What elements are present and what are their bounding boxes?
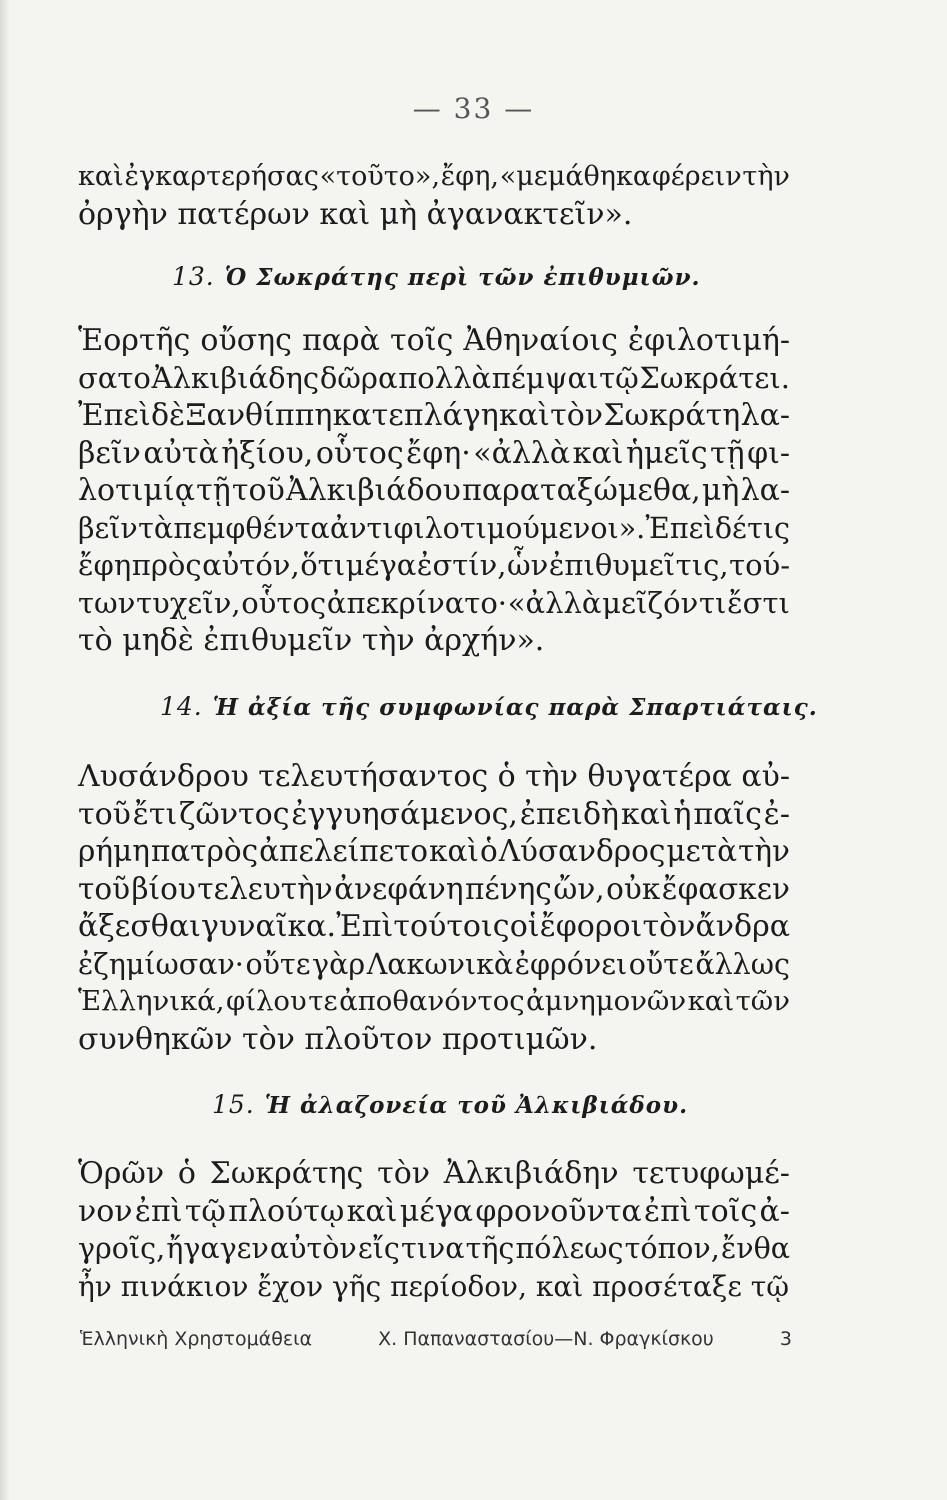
word: ἔνθα: [720, 1232, 790, 1265]
word: πρὸς: [131, 548, 202, 582]
word: «μεμάθηκα: [499, 161, 652, 192]
text-line-content: συνθηκῶν τὸν πλοῦτον προτιμῶν.: [78, 1021, 598, 1057]
text-line: [78, 796, 790, 834]
word: τις,: [675, 548, 729, 582]
word: πέμψαι: [491, 360, 599, 395]
text-line: [78, 435, 790, 473]
word: ἀπελείπετο: [259, 834, 429, 868]
word: Λύσανδρος: [498, 834, 666, 868]
word: ἄξεσθαι: [78, 909, 201, 944]
word: αὐ-: [741, 759, 790, 794]
word: «τοῦτο»,: [319, 161, 441, 192]
word: Ἀλκιβιάδης: [151, 360, 320, 395]
word: καὶ: [499, 398, 550, 433]
word: λοτιμίᾳ: [78, 473, 195, 508]
word: τετυφωμέ-: [632, 1156, 790, 1191]
word: αὐτὰ: [143, 435, 219, 471]
text-line: [78, 622, 790, 660]
text-line: [78, 946, 790, 984]
word: τῆς: [465, 1232, 515, 1265]
word: τοῦ: [78, 871, 131, 906]
word: ἔτι: [132, 796, 178, 832]
word: ἡμεῖς: [625, 435, 708, 471]
word: λα-: [740, 398, 790, 433]
word: τινα: [400, 1232, 465, 1265]
word: φι-: [747, 435, 790, 471]
word: πόλεως: [515, 1232, 624, 1265]
word: οὐκ: [606, 871, 661, 906]
word: τε: [308, 985, 338, 1017]
word: τὸν: [377, 1156, 430, 1191]
word: οὗτος: [315, 435, 404, 471]
text-line: [78, 547, 790, 585]
word: δέ: [714, 511, 747, 545]
word: ἐ-: [763, 796, 790, 832]
footer-book-title: Ἑλληνικὴ Χρηστομάθεια: [80, 1328, 313, 1350]
word: τῇ: [196, 473, 231, 508]
word: δῶρα: [319, 360, 398, 395]
word: οὔσης: [200, 323, 292, 358]
word: δὲ: [150, 398, 186, 433]
word: παῖς: [693, 796, 762, 832]
paragraph-13: [78, 322, 790, 660]
word: ἔφη,: [440, 161, 499, 192]
section-number: 14.: [160, 692, 203, 721]
section-heading-13: [172, 262, 701, 291]
word: «ἀλλὰ: [507, 585, 602, 620]
word: Σωκράτη: [603, 398, 741, 433]
word: τὴν: [738, 834, 790, 868]
text-line: [78, 196, 790, 234]
word: ἐφιλοτιμή-: [628, 323, 790, 358]
word: Ἐπεὶ: [645, 511, 715, 545]
word: τὴν: [742, 161, 790, 192]
page-binding-edge: [0, 0, 10, 1500]
word: γυναῖκα.: [201, 909, 337, 944]
word: γὰρ: [312, 947, 366, 981]
word: πατρὸς: [150, 834, 259, 868]
word: τῷ: [599, 360, 639, 395]
text-line: [78, 1230, 790, 1268]
word: Ἀθηναίοις: [463, 323, 618, 358]
word: τι: [698, 585, 727, 620]
word: τὴν: [525, 759, 578, 794]
word: ἐφρόνει: [514, 947, 628, 981]
word: ἔφη: [78, 548, 132, 582]
word: τοῖς: [693, 1193, 758, 1229]
word: ἐστίν,: [416, 548, 507, 582]
word: ὁ: [497, 759, 516, 794]
word: τῷ: [184, 1193, 226, 1229]
word: μεῖζόν: [602, 585, 699, 620]
word: καὶ: [620, 796, 672, 832]
text-line-content: ὀργὴν πατέρων καὶ μὴ ἀγανακτεῖν».: [78, 196, 633, 232]
text-line: [78, 397, 790, 435]
word: ἐπιθυμεῖ: [548, 548, 676, 582]
word: ἐπειδὴ: [519, 796, 619, 832]
word: ἠξίου,: [221, 435, 314, 471]
word: μὴ: [701, 473, 740, 508]
word: ὁ: [177, 1156, 196, 1191]
word: παρὰ: [302, 323, 380, 358]
word: ἀποθανόντος: [339, 985, 525, 1017]
text-line: [78, 1268, 790, 1306]
word: σατο: [78, 360, 151, 395]
word: ἡ: [673, 796, 692, 832]
word: ἔφασκεν: [661, 871, 790, 906]
word: ρήμη: [78, 834, 150, 868]
word: καὶ: [346, 1193, 398, 1229]
text-line: [78, 360, 790, 398]
word: γροῖς,: [78, 1232, 166, 1265]
text-line: [78, 322, 790, 360]
text-line: [78, 983, 790, 1021]
word: ἐπὶ: [644, 1193, 692, 1229]
word: Ξανθίππη: [185, 398, 333, 433]
text-line-content: τὸ μηδὲ ἐπιθυμεῖν τὴν ἀρχήν».: [78, 623, 545, 658]
word: τοῖς: [390, 323, 454, 358]
word: ἤγαγεν: [166, 1232, 269, 1265]
word: ἄλλως: [695, 947, 790, 981]
section-title: Ἡ ἀλαζονεία τοῦ Ἀλκιβιάδου.: [264, 1092, 689, 1119]
word: τὸν: [642, 909, 696, 944]
word: Ἑορτῆς: [78, 323, 191, 358]
word: Λακωνικὰ: [366, 947, 514, 981]
word: ἔστι: [727, 585, 790, 620]
text-line: [78, 871, 790, 909]
word: ἐγγυησάμενος,: [291, 796, 518, 832]
word: Ὁρῶν: [78, 1156, 165, 1191]
text-line: [78, 1193, 790, 1231]
text-line: [78, 1155, 790, 1193]
text-line: [78, 158, 790, 196]
word: οἱ: [509, 909, 540, 944]
word: «ἀλλὰ: [473, 435, 571, 471]
word: τις: [747, 511, 790, 545]
footer-authors: Χ. Παπαναστασίου—Ν. Φραγκίσκου: [378, 1328, 714, 1350]
word: τόπον,: [624, 1232, 720, 1265]
text-line: [78, 472, 790, 510]
word: παραταξώμεθα,: [462, 473, 701, 508]
word: Ἀλκιβιάδην: [443, 1156, 619, 1191]
word: οὔτε: [245, 947, 311, 981]
paragraph-14: [78, 758, 790, 1058]
word: πλούτῳ: [228, 1193, 345, 1229]
word: Σωκράτης: [209, 1156, 364, 1191]
word: νον: [78, 1193, 133, 1229]
word: αὐτὸν: [269, 1232, 357, 1265]
word: εἴς: [357, 1232, 400, 1265]
section-title: Ὁ Σωκράτης περὶ τῶν ἐπιθυμιῶν.: [224, 264, 701, 291]
word: πεμφθέντα: [173, 511, 330, 545]
word: τελευτὴν: [197, 871, 333, 906]
word: ἐπὶ: [134, 1193, 183, 1229]
word: θυγατέρα: [587, 759, 732, 794]
word: μέγα: [345, 548, 417, 582]
text-line: [78, 585, 790, 623]
word: πένης: [465, 871, 552, 906]
word: ἐγκαρτερήσας: [124, 161, 319, 192]
page-number: — 33 —: [412, 92, 535, 125]
word: Λυσάνδρου: [78, 759, 249, 794]
word: τὸν: [550, 398, 604, 433]
word: μετὰ: [666, 834, 738, 868]
word: τελευτήσαντος: [258, 759, 489, 794]
word: φέρειν: [651, 161, 742, 192]
word: ὧν: [507, 548, 549, 582]
word: ἀντιφιλοτιμούμενοι».: [329, 511, 646, 545]
text-line: [78, 833, 790, 871]
word: τοῦ: [78, 796, 131, 832]
text-line-content: ἦν πινάκιον ἔχον γῆς περίοδον, καὶ προσέταξε τῷ: [78, 1269, 790, 1303]
section-number: 15.: [212, 1090, 255, 1119]
word: ὅτι: [300, 548, 346, 582]
word: ἀμνημονῶν: [526, 985, 687, 1017]
word: οὗτος: [241, 585, 327, 620]
word: βίου: [131, 871, 196, 906]
word: ἐζημίωσαν·: [78, 947, 244, 981]
word: μέγα: [399, 1193, 474, 1229]
word: Ἀλκιβιάδου: [286, 473, 461, 508]
word: ὤν,: [553, 871, 605, 906]
text-line: [78, 908, 790, 946]
word: ἄνδρα: [695, 909, 790, 944]
word: τυχεῖν,: [136, 585, 241, 620]
word: οὔτε: [628, 947, 694, 981]
word: βεῖν: [78, 511, 138, 545]
page-footer: [80, 1328, 792, 1350]
text-line: [78, 510, 790, 548]
word: ἀπεκρίνατο·: [326, 585, 508, 620]
word: φίλου: [225, 985, 307, 1017]
word: αὐτόν,: [202, 548, 300, 582]
text-line: [78, 1021, 790, 1059]
word: Σωκράτει.: [639, 360, 790, 395]
section-heading-15: [212, 1090, 688, 1119]
word: ἔφη·: [406, 435, 471, 471]
word: ἀ-: [759, 1193, 790, 1229]
word: ἀνεφάνη: [334, 871, 464, 906]
word: τῶν: [735, 985, 790, 1017]
word: Ἐπεὶ: [78, 398, 151, 433]
text-line: [78, 758, 790, 796]
word: βεῖν: [78, 435, 141, 471]
section-number: 13.: [172, 262, 215, 291]
word: κατεπλάγη: [332, 398, 499, 433]
section-heading-14: [160, 692, 818, 721]
word: καὶ: [687, 985, 735, 1017]
word: Ἐπὶ: [336, 909, 394, 944]
continuation-text: [78, 158, 790, 233]
footer-signature-number: 3: [779, 1328, 792, 1350]
word: ἔφοροι: [539, 909, 643, 944]
word: πολλὰ: [398, 360, 492, 395]
word: τούτοις: [393, 909, 510, 944]
word: ζῶντος: [179, 796, 290, 832]
word: Ἑλληνικά,: [78, 985, 225, 1017]
word: ὁ: [479, 834, 498, 868]
word: καὶ: [78, 161, 124, 192]
word: λα-: [740, 473, 790, 508]
word: τὰ: [138, 511, 174, 545]
word: τού-: [729, 548, 790, 582]
word: τοῦ: [231, 473, 285, 508]
word: των: [78, 585, 136, 620]
section-title: Ἡ ἀξία τῆς συμφωνίας παρὰ Σπαρτιάταις.: [212, 694, 818, 721]
word: φρονοῦντα: [475, 1193, 642, 1229]
paragraph-15: [78, 1155, 790, 1305]
word: καὶ: [429, 834, 479, 868]
word: καὶ: [572, 435, 624, 471]
word: τῇ: [710, 435, 745, 471]
